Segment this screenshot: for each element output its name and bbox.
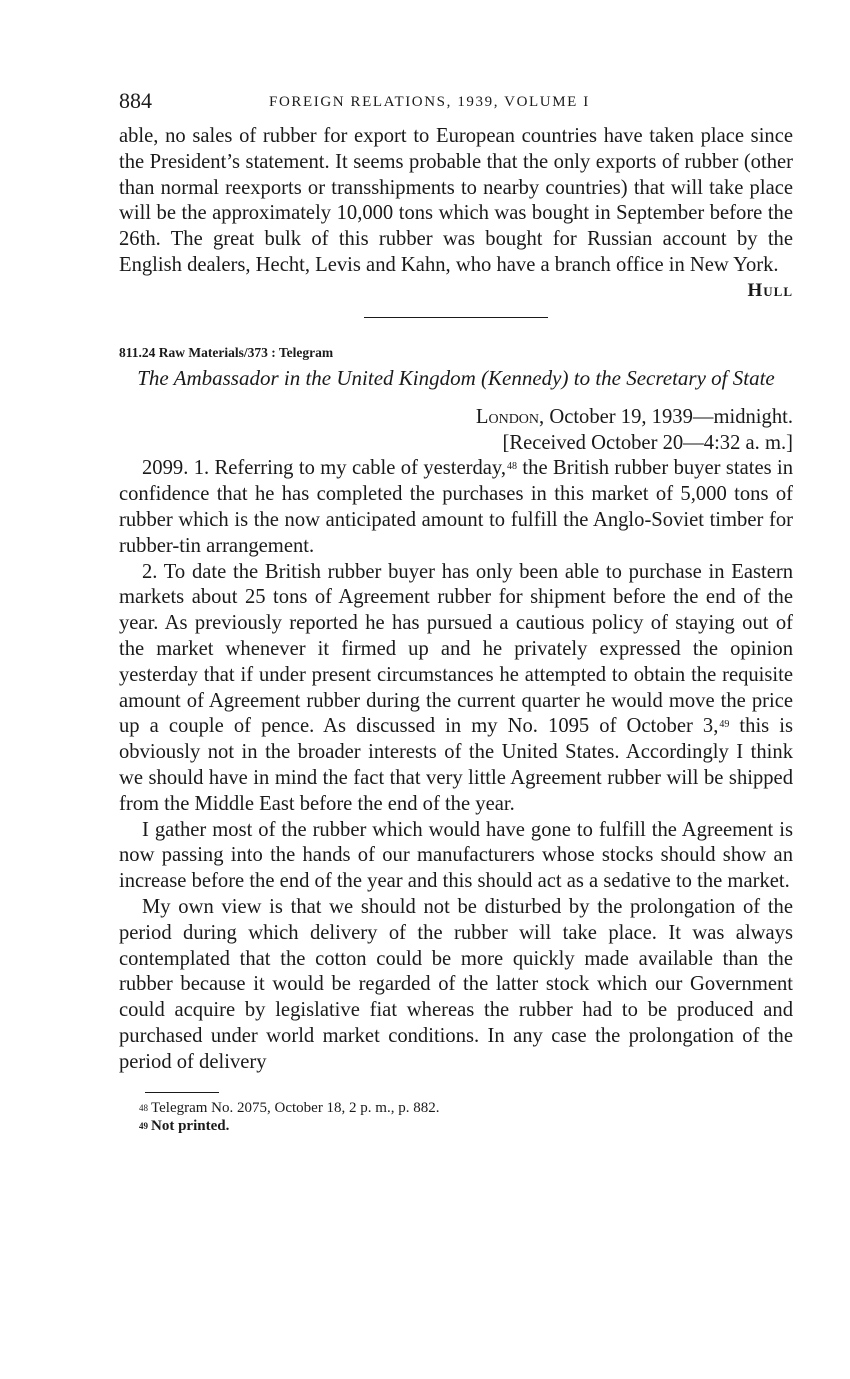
dateline bbox=[119, 405, 793, 431]
document-heading: The Ambassador in the United Kingdom (Kennedy) to the Secretary of State bbox=[137, 365, 775, 390]
paragraph-1-text-a: 2099. 1. Referring to my cable of yesterday, bbox=[142, 457, 507, 480]
paragraph-2-text-a: 2. To date the British rubber buyer has only been able to purchase in Eastern markets about 25 tons of Agreement rubber for shipment before the end of the year. As previously reported he has pursued a cautious policy of staying out of the market whenever it firmed up and he privately expressed the opinion yesterday that if under present circumstances he attempted to obtain the requisite amount of Agreement rubber during the current quarter he would move the price up a couple of pence. As discussed in my No. 1095 of October 3, bbox=[119, 560, 793, 738]
file-reference: 811.24 Raw Materials/373 : Telegram bbox=[119, 344, 334, 360]
footnote-rule bbox=[145, 1092, 219, 1093]
paragraph-1-text-b: the British rubber buyer states in confidence that he has completed the purchases in this market of 5,000 tons of rubber which is the now anticipated amount to fulfill the Anglo-Soviet timber for rubber-tin arrangement. bbox=[119, 457, 794, 557]
running-head bbox=[119, 88, 793, 114]
footnote-ref-49: 49 bbox=[719, 719, 730, 731]
dateline-date: October 19, 1939—midnight. bbox=[544, 405, 793, 428]
section-separator bbox=[364, 317, 548, 318]
paragraph-1 bbox=[119, 456, 793, 559]
carryover-paragraph: able, no sales of rubber for export to European countries have taken place since the President’s statement. It seems probable that the only exports of rubber (other than normal reexports or transshipments to nearby countries) that will take place will be the approximately 10,000 tons which was bought in September before the 26th. The great bulk of this rubber was bought for Russian account by the English dealers, Hecht, Levis and Kahn, who have a branch office in New York. bbox=[119, 125, 793, 276]
paragraph-4: My own view is that we should not be disturbed by the prolongation of the period during which delivery of the rubber will take place. It was always contemplated that the cotton could be more quickly made available than the rubber because it would be regarded of the latter stock which our Government could acquire by legislative fiat whereas the rubber had to be produced and purchased under world market conditions. In any case the prolongation of the period of delivery bbox=[119, 895, 793, 1073]
paragraph-3: I gather most of the rubber which would have gone to fulfill the Agreement is now passing into the hands of our manufacturers whose stocks should show an increase before the end of the year and this should act as a sedative to the market. bbox=[119, 818, 793, 893]
footnote-marker: 49 bbox=[139, 1120, 148, 1131]
running-title: FOREIGN RELATIONS, 1939, VOLUME I bbox=[269, 94, 590, 110]
footnote-text: Telegram No. 2075, October 18, 2 p. m., p. 882. bbox=[151, 1099, 440, 1116]
footnote-marker: 48 bbox=[139, 1102, 148, 1113]
paragraph-2 bbox=[119, 560, 793, 818]
footnote-49 bbox=[139, 1117, 793, 1135]
footnote-text: Not printed. bbox=[151, 1117, 230, 1134]
dateline-place: London, bbox=[475, 405, 545, 428]
footnote-48 bbox=[139, 1099, 793, 1117]
received-line: [Received October 20—4:32 a. m.] bbox=[502, 431, 793, 454]
signature: Hull bbox=[747, 279, 793, 301]
paragraph-2-text-b: this is obviously not in the broader interests of the United States. Accordingly I think we should have in mind the fact that very little Agreement rubber will be shipped from the Middle East before the end of the year. bbox=[119, 715, 793, 815]
footnote-ref-48: 48 bbox=[507, 461, 518, 473]
page-number: 884 bbox=[119, 88, 152, 113]
book-page bbox=[119, 88, 793, 1135]
